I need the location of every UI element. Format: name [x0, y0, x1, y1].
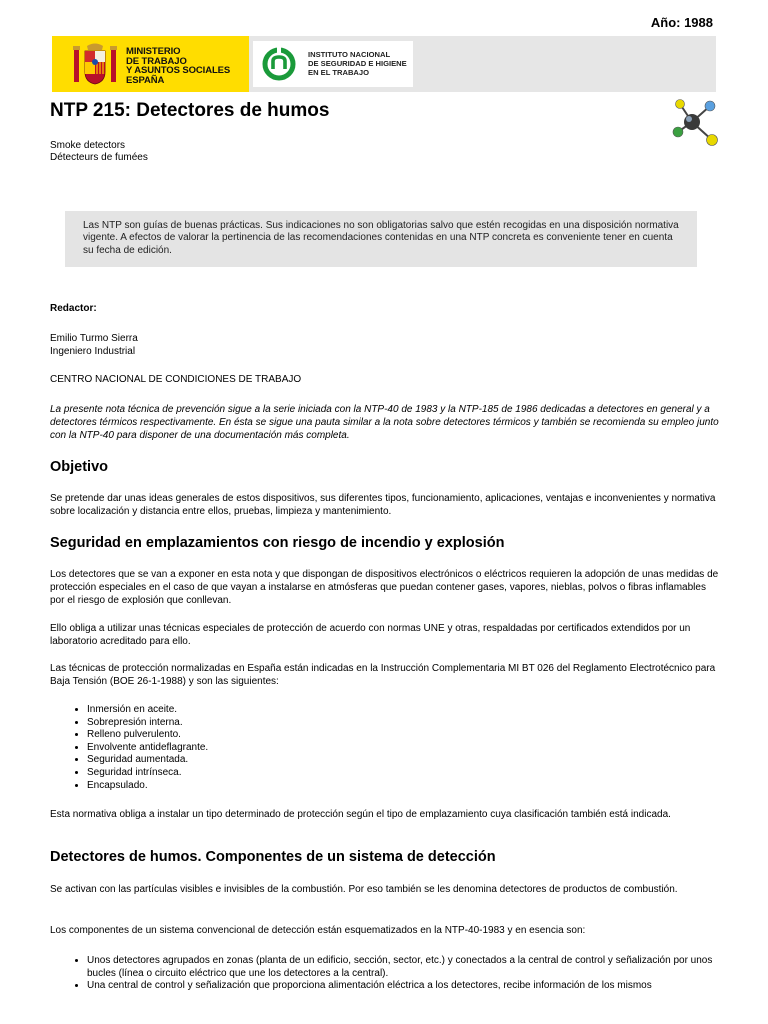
- ministerio-name: MINISTERIO DE TRABAJO Y ASUNTOS SOCIALES ESPAÑA: [126, 46, 231, 86]
- objetivo-paragraph: Se pretende dar unas ideas generales de estos dispositivos, sus diferentes tipos, funcionamiento, aplicaciones, ventajas e inconvenientes y normativa sobre localización y distancia entre ellos, pruebas, limpieza y mantenimiento.: [50, 493, 716, 517]
- detectores-paragraph-1: Se activan con las partículas visibles e invisibles de la combustión. Por eso también se les denomina detectores de productos de combustión.: [50, 884, 678, 895]
- subtitles: [50, 140, 148, 164]
- subtitle-english: Smoke detectors: [50, 140, 126, 151]
- seguridad-paragraph-3: Las técnicas de protección normalizadas en España están indicadas en la Instrucción Complementaria MI BT 026 del Reglamento Electrotécnico para Baja Tensión (BOE 26-1-1988) y son las siguientes:: [50, 663, 716, 687]
- system-components-list: [55, 955, 727, 993]
- seguridad-paragraph-4: Esta normativa obliga a instalar un tipo determinado de protección según el tipo de emplazamiento cuya clasificación también está indicada.: [50, 809, 671, 820]
- heading-objetivo: Objetivo: [50, 459, 109, 475]
- protection-techniques-list: [55, 704, 727, 792]
- insht-name: INSTITUTO NACIONAL DE SEGURIDAD E HIGIENE EN EL TRABAJO: [308, 50, 407, 77]
- redactor-label: Redactor:: [50, 303, 97, 314]
- seguridad-paragraph-1: Los detectores que se van a exponer en esta nota y que dispongan de dispositivos electrónicos o eléctricos requieren la adopción de unas medidas de protección especiales en el caso de que vayan a instalarse en atmósferas que puedan contener gases, vapores, nieblas, polvos o fibras inflamables por el riesgo de explosión que conllevan.: [50, 569, 719, 606]
- header-banner: [52, 36, 716, 92]
- list-item: • Seguridad intrínseca.: [87, 767, 727, 780]
- list-item: • Envolvente antideflagrante.: [87, 742, 727, 755]
- seguridad-paragraph-2: Ello obliga a utilizar unas técnicas especiales de protección de acuerdo con normas UNE y otras, respaldadas por certificados extendidos por un laboratorio acreditado para ello.: [50, 623, 691, 647]
- subtitle-french: Détecteurs de fumées: [50, 152, 148, 163]
- list-item: • Inmersión en aceite.: [87, 704, 727, 717]
- ministerio-logo: [52, 36, 249, 92]
- insht-logo: [253, 41, 413, 87]
- year-label: Año: 1988: [650, 15, 713, 30]
- molecule-icon: [672, 98, 718, 148]
- list-item: • Seguridad aumentada.: [87, 754, 727, 767]
- list-item: • Sobrepresión interna.: [87, 717, 727, 730]
- redactor-center: CENTRO NACIONAL DE CONDICIONES DE TRABAJO: [50, 374, 302, 385]
- list-item: • Unos detectores agrupados en zonas (planta de un edificio, sección, sector, etc.) y conectados a la central de control y señalización por unos bucles (línea o circuito eléctrico que une los detectores a la central).: [87, 955, 727, 980]
- page-title: NTP 215: Detectores de humos: [50, 100, 330, 121]
- redactor-role: Ingeniero Industrial: [50, 346, 136, 357]
- list-item: • Relleno pulverulento.: [87, 729, 727, 742]
- redactor-name: Emilio Turmo Sierra: [50, 333, 138, 344]
- heading-detectores: Detectores de humos. Componentes de un sistema de detección: [50, 849, 496, 865]
- heading-seguridad: Seguridad en emplazamientos con riesgo de incendio y explosión: [50, 535, 505, 551]
- insht-emblem-icon: [262, 47, 296, 81]
- coat-of-arms-icon: [72, 42, 118, 86]
- list-item: • Una central de control y señalización que proporciona alimentación eléctrica a los detectores, recibe información de los mismos: [87, 980, 727, 993]
- notice-box: Las NTP son guías de buenas prácticas. Sus indicaciones no son obligatorias salvo que estén recogidas en una disposición normativa vigente. A efectos de valorar la pertinencia de las recomendaciones contenidas en una NTP concreta es conveniente tener en cuenta su fecha de edición.: [65, 211, 697, 267]
- intro-paragraph: La presente nota técnica de prevención sigue a la serie iniciada con la NTP-40 de 1983 y la NTP-185 de 1986 dedicadas a detectores en general y a detectores térmicos respectivamente. En ésta se sigue una pauta similar a la nota sobre detectores térmicos y también se recomienda su empleo junto con la NTP-40 para disponer de una documentación más completa.: [50, 404, 719, 441]
- detectores-paragraph-2: Los componentes de un sistema convencional de detección están esquematizados en la NTP-40-1983 y en esencia son:: [50, 925, 586, 936]
- list-item: • Encapsulado.: [87, 780, 727, 793]
